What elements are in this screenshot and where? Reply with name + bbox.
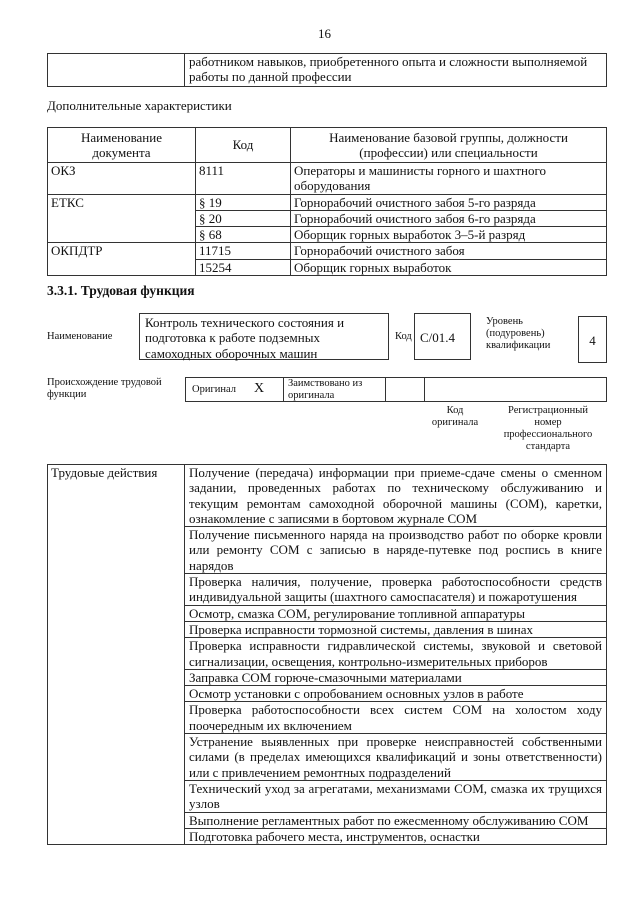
row-doc: ОКЗ (48, 163, 196, 195)
row-name: Оборщик горных выработок (291, 259, 607, 275)
action-item: Проверка исправности тормозной системы, давления в шинах (185, 621, 607, 637)
header-code: Код (196, 128, 291, 163)
additional-table (47, 127, 607, 276)
top-table-right-cell: работником навыков, приобретенного опыта и сложности выполняемой работы по данной профессии (185, 54, 607, 87)
origin-label: Происхождение трудовой функции (47, 377, 162, 400)
original-code-box (385, 377, 425, 402)
code-label: Код (395, 331, 412, 342)
row-name: Горнорабочий очистного забоя (291, 243, 607, 259)
row-name: Операторы и машинисты горного и шахтного оборудования (291, 163, 607, 195)
action-item: Проверка работоспособности всех систем СОМ на холостом ходу поочередным их включением (185, 702, 607, 734)
top-table (47, 53, 607, 87)
original-mark: X (254, 381, 265, 396)
row-code: § 19 (196, 194, 291, 210)
code-value-box: С/01.4 (414, 313, 471, 360)
level-value-box: 4 (578, 316, 607, 363)
action-item: Получение письменного наряда на производство работ по оборке кровли или ремонту СОМ с записью в наряде-путевке под роспись в книге нарядов (185, 527, 607, 574)
additional-title: Дополнительные характеристики (47, 98, 232, 113)
original-label: Оригинал (192, 384, 236, 395)
row-doc: ОКПДТР (48, 243, 196, 276)
row-code: 8111 (196, 163, 291, 195)
original-code-label: Код оригинала (431, 405, 479, 428)
action-item: Устранение выявленных при проверке неисправностей собственными силами (в пределах имеющихся квалификаций и зоны ответственности) или с привлечением ремонтных подразделений (185, 734, 607, 781)
actions-label: Трудовые действия (48, 465, 185, 845)
action-item: Проверка исправности гидравлической системы, звуковой и световой сигнализации, освещения, контрольно-измерительных приборов (185, 638, 607, 670)
row-name: Оборщик горных выработок 3–5-й разряд (291, 227, 607, 243)
name-value-box: Контроль технического состояния и подготовка к работе подземных самоходных оборочных машин (139, 313, 389, 360)
row-doc: ЕТКС (48, 194, 196, 243)
row-name: Горнорабочий очистного забоя 6-го разряда (291, 210, 607, 226)
table-row (48, 163, 607, 195)
action-item: Осмотр, смазка СОМ, регулирование топливной аппаратуры (185, 605, 607, 621)
action-item: Проверка наличия, получение, проверка работоспособности средств индивидуальной защиты (шахтного самоспасателя) и пожаротушения (185, 574, 607, 606)
header-doc: Наименование документа (48, 128, 196, 163)
row-code: § 20 (196, 210, 291, 226)
actions-table (47, 464, 607, 845)
reg-number-box (424, 377, 607, 402)
page-number: 16 (318, 26, 331, 41)
table-row (48, 243, 607, 259)
row-name: Горнорабочий очистного забоя 5-го разряда (291, 194, 607, 210)
action-item: Заправка СОМ горюче-смазочными материалами (185, 669, 607, 685)
action-item: Осмотр установки с опробованием основных узлов в работе (185, 686, 607, 702)
action-item: Подготовка рабочего места, инструментов, оснастки (185, 828, 607, 844)
action-item: Выполнение регламентных работ по ежесменному обслуживанию СОМ (185, 812, 607, 828)
action-item: Технический уход за агрегатами, механизмами СОМ, смазка их трущихся узлов (185, 780, 607, 812)
original-box (185, 377, 284, 402)
row-code: § 68 (196, 227, 291, 243)
reg-number-label: Регистрационный номер профессионального стандарта (503, 405, 593, 452)
function-heading: 3.3.1. Трудовая функция (47, 283, 195, 298)
row-code: 11715 (196, 243, 291, 259)
top-table-left-cell (48, 54, 185, 87)
action-item: Получение (передача) информации при приеме-сдаче смены о сменном задании, проведенных работах по техническому обслуживанию и текущим ремонтам самоходной оборочной машины (СОМ), каретки, ознакомление с записями в бортовом журнале СОМ (185, 465, 607, 527)
table-row (48, 465, 607, 527)
borrowed-box: Заимствовано из оригинала (283, 377, 386, 402)
table-row (48, 194, 607, 210)
header-name: Наименование базовой группы, должности (профессии) или специальности (291, 128, 607, 163)
name-label: Наименование (47, 331, 113, 342)
row-code: 15254 (196, 259, 291, 275)
level-label: Уровень (подуровень) квалификации (486, 316, 551, 351)
